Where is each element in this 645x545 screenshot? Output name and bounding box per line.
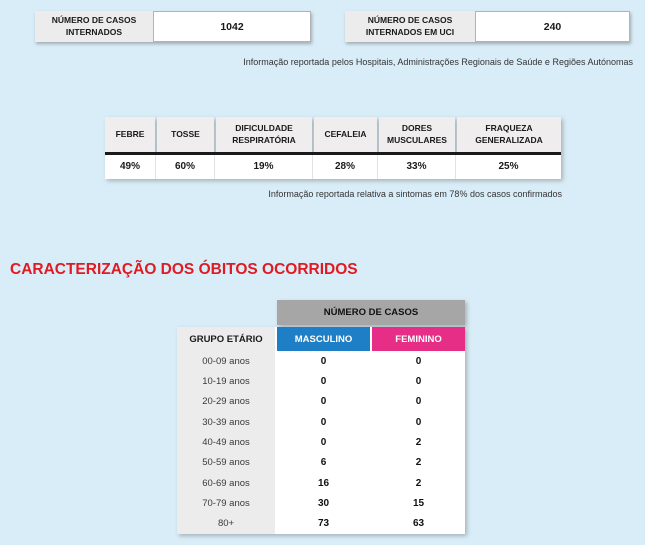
age-label: 10-19 anos [177,371,275,391]
age-label: 30-39 anos [177,412,275,432]
female-value: 2 [372,453,465,473]
symptom-value-dificuldade: 19% [214,155,312,179]
deaths-group-header: NÚMERO DE CASOS [277,300,465,325]
symptom-header-febre: FEBRE [105,117,155,152]
age-label: 60-69 anos [177,473,275,493]
stat-internados-uci-value: 240 [475,11,630,42]
age-label: 80+ [177,514,275,534]
table-row [177,432,465,452]
symptom-header-tosse: TOSSE [157,117,214,152]
stat-internados-label: NÚMERO DE CASOS INTERNADOS [35,11,153,42]
table-row [177,453,465,473]
table-row [177,371,465,391]
table-row [177,351,465,371]
female-value: 63 [372,514,465,534]
male-value: 6 [277,453,370,473]
deaths-table [177,300,465,534]
male-value: 0 [277,351,370,371]
deaths-section-title: CARACTERIZAÇÃO DOS ÓBITOS OCORRIDOS [10,261,358,278]
stat-internados-value: 1042 [153,11,311,42]
stat-internados-uci [345,11,630,42]
symptoms-value-row [105,155,561,179]
deaths-group-header-row [177,300,465,325]
table-row [177,392,465,412]
age-label: 20-29 anos [177,392,275,412]
deaths-female-header: FEMININO [372,327,465,351]
symptom-value-tosse: 60% [155,155,214,179]
symptom-header-dificuldade: DIFICULDADE RESPIRATÓRIA [216,117,312,152]
male-value: 16 [277,473,370,493]
female-value: 0 [372,371,465,391]
female-value: 15 [372,493,465,513]
table-row [177,412,465,432]
male-value: 0 [277,432,370,452]
deaths-age-header: GRUPO ETÁRIO [177,327,275,351]
female-value: 2 [372,432,465,452]
male-value: 0 [277,371,370,391]
note-symptoms: Informação reportada relativa a sintomas em 78% dos casos confirmados [268,189,562,199]
male-value: 73 [277,514,370,534]
male-value: 0 [277,392,370,412]
male-value: 0 [277,412,370,432]
note-hospitals: Informação reportada pelos Hospitais, Administrações Regionais de Saúde e Regiões Autónomas [243,57,633,67]
table-row [177,493,465,513]
age-label: 50-59 anos [177,453,275,473]
age-label: 70-79 anos [177,493,275,513]
symptom-header-fraqueza: FRAQUEZA GENERALIZADA [457,117,561,152]
deaths-male-header: MASCULINO [277,327,370,351]
symptom-header-cefaleia: CEFALEIA [314,117,377,152]
symptom-value-dores: 33% [377,155,455,179]
female-value: 0 [372,351,465,371]
symptom-header-dores: DORES MUSCULARES [379,117,455,152]
stat-internados [35,11,311,42]
female-value: 2 [372,473,465,493]
deaths-column-header-row [177,327,465,351]
table-row [177,514,465,534]
symptom-value-cefaleia: 28% [312,155,377,179]
age-label: 40-49 anos [177,432,275,452]
female-value: 0 [372,412,465,432]
symptom-value-fraqueza: 25% [455,155,561,179]
female-value: 0 [372,392,465,412]
stat-internados-uci-label: NÚMERO DE CASOS INTERNADOS EM UCI [345,11,475,42]
deaths-table-corner [177,300,277,325]
symptom-value-febre: 49% [105,155,155,179]
male-value: 30 [277,493,370,513]
symptoms-header-row [105,117,561,152]
age-label: 00-09 anos [177,351,275,371]
symptoms-table [105,117,561,179]
table-row [177,473,465,493]
